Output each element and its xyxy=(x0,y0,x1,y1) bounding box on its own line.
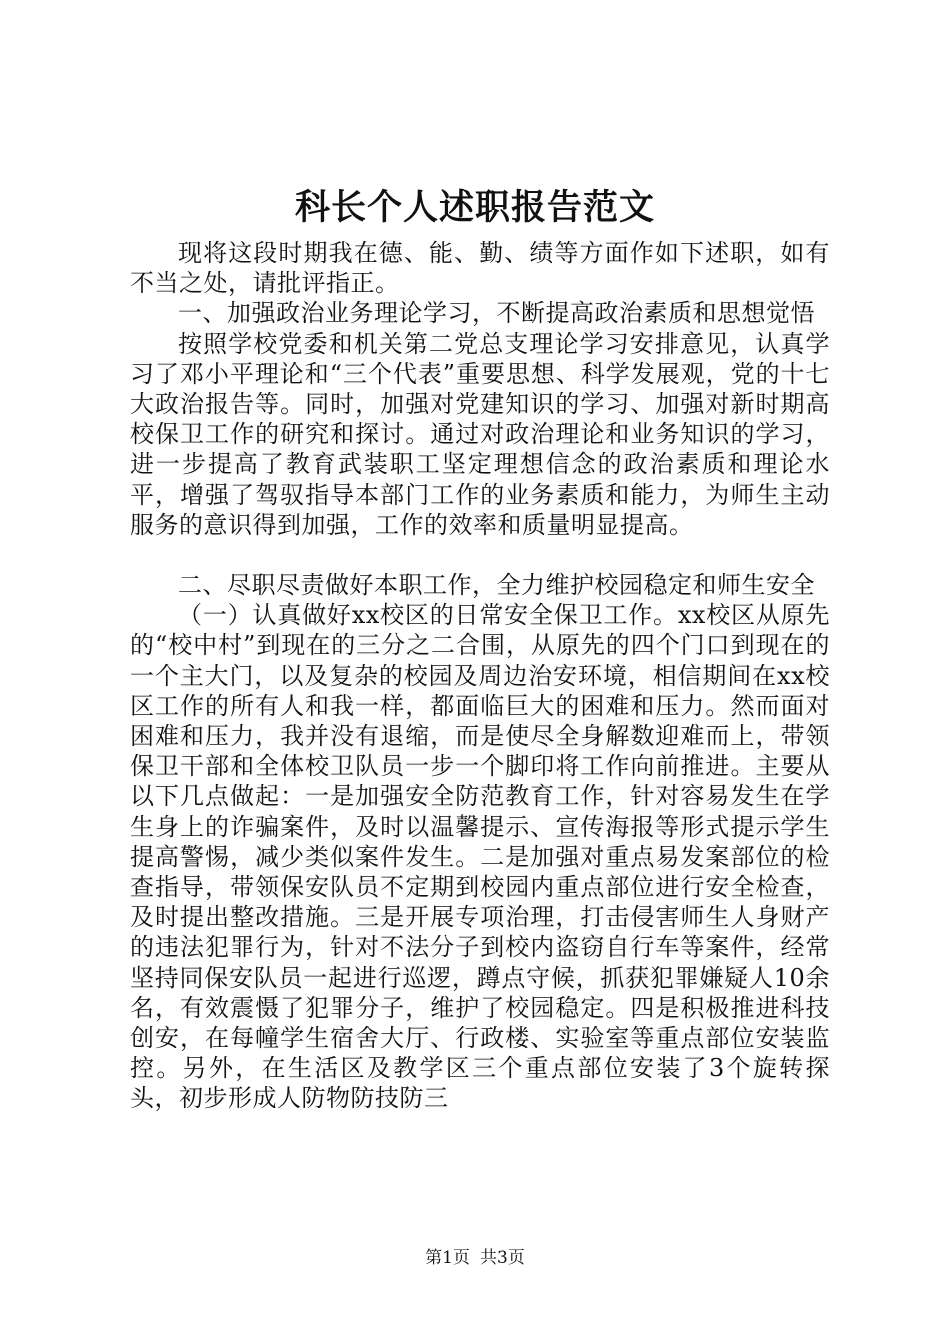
page-number: 第1页 xyxy=(425,1248,470,1268)
body-paragraph: 按照学校党委和机关第二党总支理论学习安排意见，认真学习了邓小平理论和“三个代表”重要思想、科学发展观，党的十七大政治报告等。同时，加强对党建知识的学习、加强对新时期高校保卫工作的研究和探讨。通过对政治理论和业务知识的学习，进一步提高了教育武装职工坚定理想信念的政治素质和理论水平，增强了驾驭指导本部门工作的业务素质和能力，为师生主动服务的意识得到加强，工作的效率和质量明显提高。 xyxy=(130,329,830,539)
intro-paragraph: 现将这段时期我在德、能、勤、绩等方面作如下述职，如有不当之处，请批评指正。 xyxy=(130,239,830,298)
document-title: 科长个人述职报告范文 xyxy=(294,187,655,228)
section-heading-2: 二、尽职尽责做好本职工作，全力维护校园稳定和师生安全 xyxy=(178,571,815,600)
page-footer xyxy=(0,1247,950,1269)
page-total: 共3页 xyxy=(480,1248,525,1268)
document-body xyxy=(130,238,830,1114)
body-paragraph: （一）认真做好xx校区的日常安全保卫工作。xx校区从原先的“校中村”到现在的三分之二合围，从原先的四个门口到现在的一个主大门，以及复杂的校园及周边治安环境，相信期间在xx校区工作的所有人和我一样，都面临巨大的困难和压力。然而面对困难和压力，我并没有退缩，而是使尽全身解数迎难而上，带领保卫干部和全体校卫队员一步一个脚印将工作向前推进。主要从以下几点做起：一是加强安全防范教育工作，针对容易发生在学生身上的诈骗案件，及时以温馨提示、宣传海报等形式提示学生提高警惕，减少类似案件发生。二是加强对重点易发案部位的检查指导，带领保安队员不定期到校园内重点部位进行安全检查，及时提出整改措施。三是开展专项治理，打击侵害师生人身财产的违法犯罪行为，针对不法分子到校内盗窃自行车等案件，经常坚持同保安队员一起进行巡逻，蹲点守候，抓获犯罪嫌疑人10余名，有效震慑了犯罪分子，维护了校园稳定。四是积极推进科技创安，在每幢学生宿舍大厅、行政楼、实验室等重点部位安装监控。另外，在生活区及教学区三个重点部位安装了3个旋转探头，初步形成人防物防技防三 xyxy=(130,601,830,1113)
section-heading-1: 一、加强政治业务理论学习，不断提高政治素质和思想觉悟 xyxy=(178,299,815,328)
